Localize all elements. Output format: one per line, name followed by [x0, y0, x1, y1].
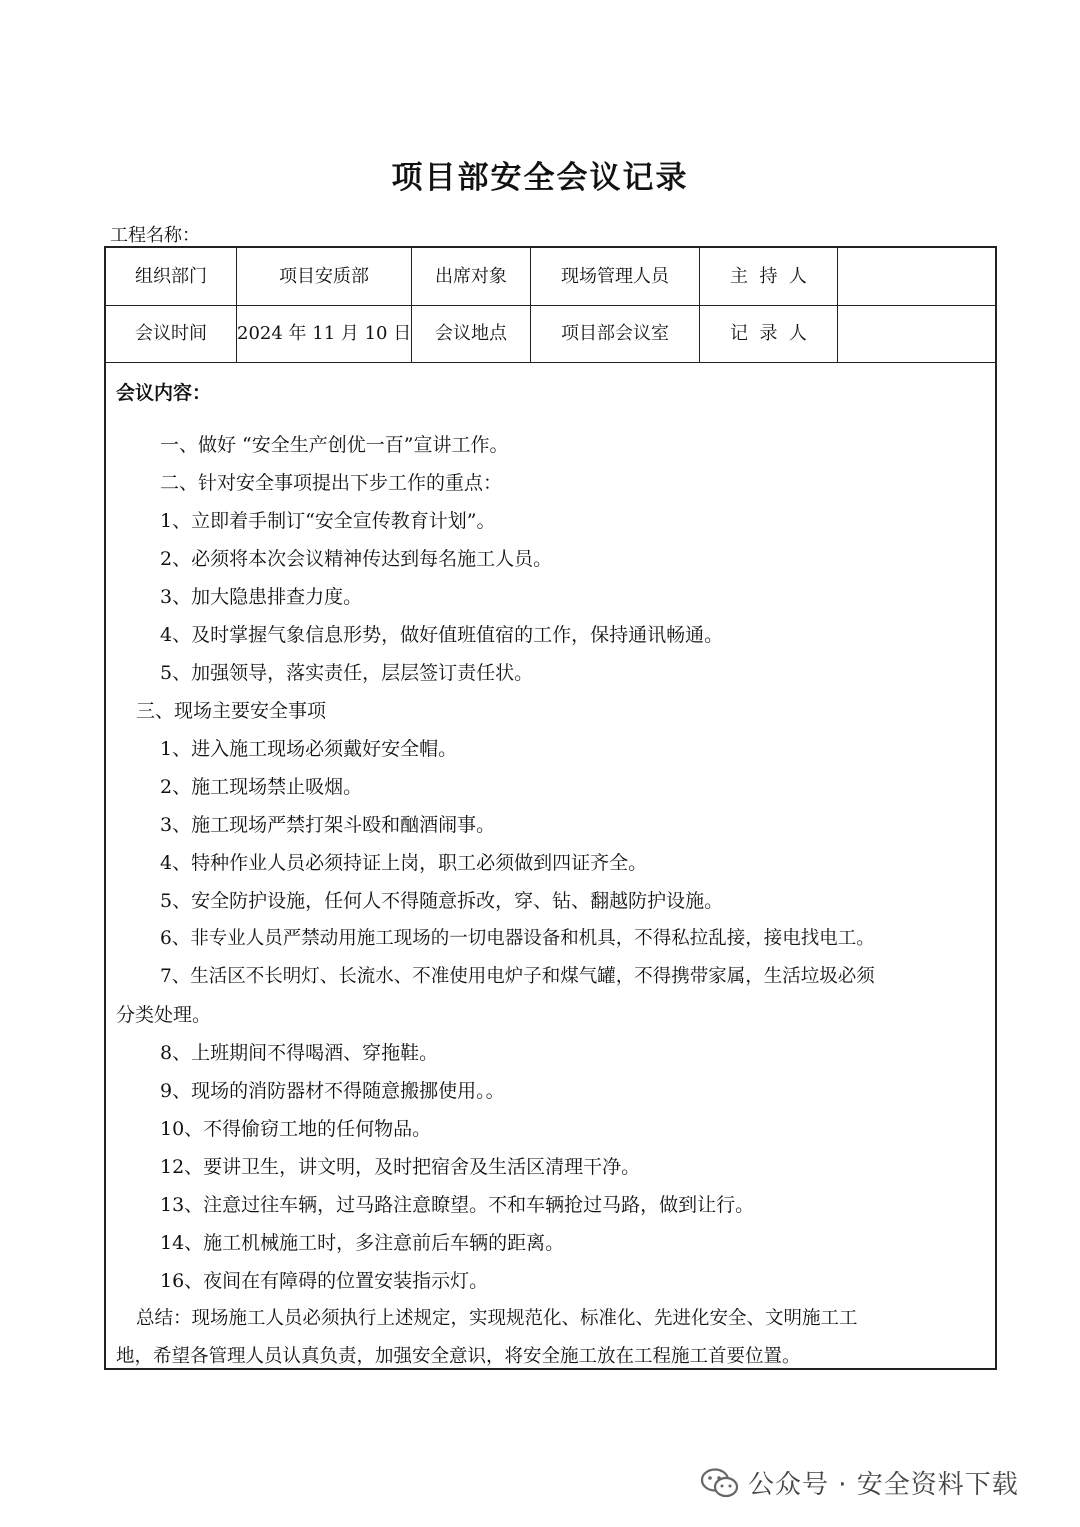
content-line: 9、现场的消防器材不得随意搬挪使用。。 — [160, 1080, 505, 1102]
cell-attendees-label: 出席对象 — [412, 248, 531, 305]
content-line: 7、生活区不长明灯、长流水、不准使用电炉子和煤气罐，不得携带家属，生活垃圾必须 — [160, 966, 875, 987]
content-line: 分类处理。 — [116, 1004, 212, 1026]
watermark — [700, 1464, 1019, 1501]
watermark-text: 公众号 · 安全资料下载 — [748, 1470, 1019, 1500]
wechat-icon — [700, 1467, 740, 1499]
content-line: 三、现场主要安全事项 — [136, 700, 327, 722]
content-line: 8、上班期间不得喝酒、穿拖鞋。 — [160, 1042, 439, 1064]
content-line: 地，希望各管理人员认真负责，加强安全意识，将安全施工放在工程施工首要位置。 — [116, 1346, 801, 1367]
cell-attendees-value: 现场管理人员 — [531, 248, 700, 305]
cell-location-label: 会议地点 — [412, 305, 531, 362]
project-name-label: 工程名称： — [110, 225, 200, 246]
content-line: 1、进入施工现场必须戴好安全帽。 — [160, 738, 458, 760]
content-line: 6、非专业人员严禁动用施工现场的一切电器设备和机具，不得私拉乱接，接电找电工。 — [160, 928, 875, 949]
cell-org-dept-value: 项目安质部 — [237, 248, 412, 305]
content-line: 5、安全防护设施，任何人不得随意拆改，穿、钻、翻越防护设施。 — [160, 890, 724, 912]
content-line: 一、做好 “安全生产创优一百”宣讲工作。 — [160, 434, 509, 456]
cell-recorder-label: 记 录 人 — [700, 305, 838, 362]
content-line: 1、立即着手制订“安全宣传教育计划”。 — [160, 510, 496, 532]
cell-meeting-time-value: 2024 年 11 月 10 日 — [237, 305, 412, 362]
content-line: 13、注意过往车辆，过马路注意瞭望。不和车辆抢过马路，做到让行。 — [160, 1194, 755, 1216]
meeting-record-table — [104, 246, 997, 1370]
table-row — [106, 248, 995, 306]
content-line: 二、针对安全事项提出下步工作的重点： — [160, 472, 503, 494]
content-line: 3、加大隐患排查力度。 — [160, 586, 363, 608]
cell-recorder-value — [838, 305, 995, 362]
content-line: 4、特种作业人员必须持证上岗，职工必须做到四证齐全。 — [160, 852, 648, 874]
content-line: 总结：现场施工人员必须执行上述规定，实现规范化、标准化、先进化安全、文明施工工 — [136, 1308, 858, 1329]
cell-meeting-time-label: 会议时间 — [106, 305, 237, 362]
table-row — [106, 305, 995, 363]
content-line: 12、要讲卫生，讲文明，及时把宿舍及生活区清理干净。 — [160, 1156, 641, 1178]
content-line: 4、及时掌握气象信息形势，做好值班值宿的工作，保持通讯畅通。 — [160, 624, 724, 646]
content-line: 5、加强领导，落实责任，层层签订责任状。 — [160, 662, 534, 684]
cell-org-dept-label: 组织部门 — [106, 248, 237, 305]
content-line: 2、施工现场禁止吸烟。 — [160, 776, 363, 798]
content-line: 2、必须将本次会议精神传达到每名施工人员。 — [160, 548, 553, 570]
cell-host-label: 主 持 人 — [700, 248, 838, 305]
content-line: 14、施工机械施工时，多注意前后车辆的距离。 — [160, 1232, 565, 1254]
cell-location-value: 项目部会议室 — [531, 305, 700, 362]
content-heading: 会议内容： — [116, 382, 212, 404]
content-line: 3、施工现场严禁打架斗殴和酗酒闹事。 — [160, 814, 496, 836]
content-line: 10、不得偷窃工地的任何物品。 — [160, 1118, 432, 1140]
content-line: 16、夜间在有障碍的位置安装指示灯。 — [160, 1270, 489, 1292]
cell-host-value — [838, 248, 995, 305]
page-title: 项目部安全会议记录 — [391, 160, 689, 196]
